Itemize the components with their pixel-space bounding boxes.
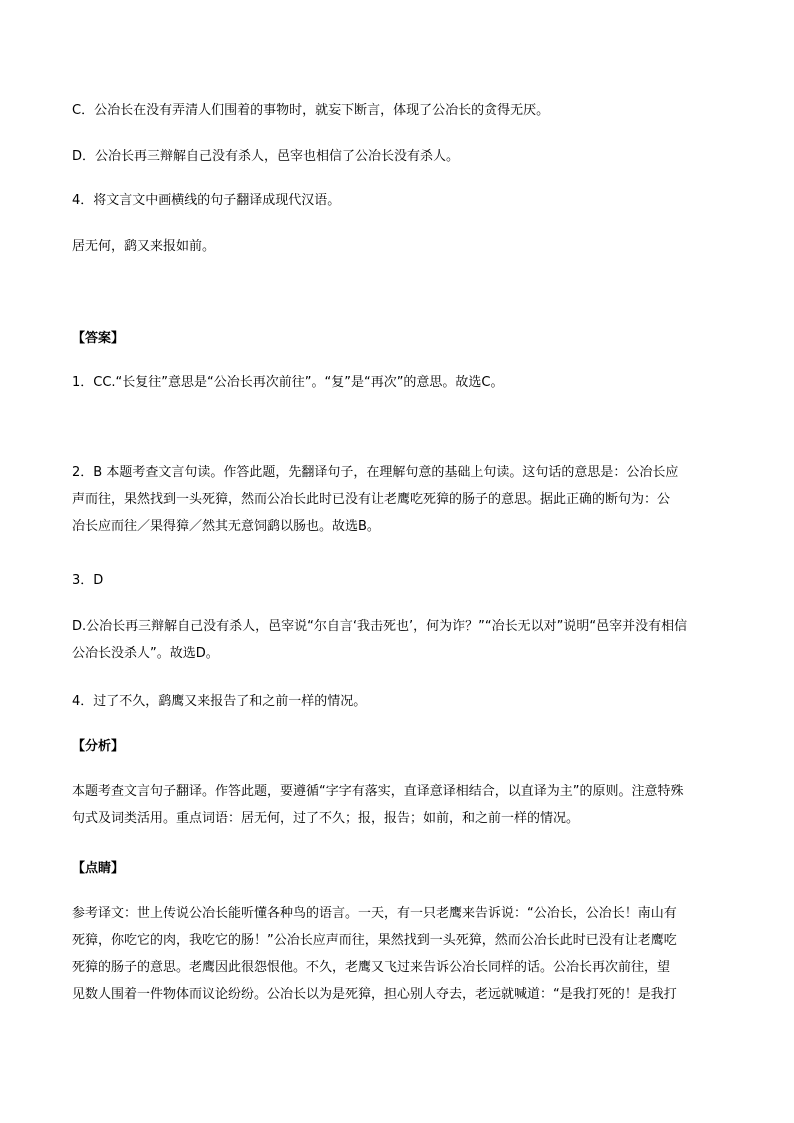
answer-3-line: D.公冶长再三辩解自己没有杀人，邑宰说“尔自言‘我击死也’，何为诈？”“冶长无以对”说明“邑宰并没有相信 [72,619,688,634]
answer-3-explanation [72,613,722,667]
answer-heading: 【答案】 [72,331,125,346]
answer-2-line: 冶长应而往／果得獐／然其无意饲鹞以肠也。故选B。 [72,519,380,534]
analysis-line: 句式及词类活用。重点词语：居无何，过了不久；报，报告；如前，和之前一样的情况。 [72,811,580,826]
comment-heading: 【点睛】 [72,861,125,876]
question-4-sentence: 居无何，鹞又来报如前。 [72,239,216,254]
answer-2 [72,459,722,540]
comment-line: 死獐，你吃它的肉，我吃它的肠！”公冶长应声而往，果然找到一头死獐，然而公冶长此时已没有让老鹰吃 [72,933,677,948]
comment-text [72,900,722,1008]
option-d: D．公冶长再三辩解自己没有杀人，邑宰也相信了公冶长没有杀人。 [72,149,460,164]
answer-1: 1．CC.“长复往”意思是“公冶长再次前往”。“复”是“再次”的意思。故选C。 [72,375,504,390]
answer-4: 4．过了不久，鹞鹰又来报告了和之前一样的情况。 [72,694,367,709]
comment-line: 死獐的肠子的意思。老鹰因此很怨恨他。不久，老鹰又飞过来告诉公冶长同样的话。公冶长再次前往，望 [72,960,671,975]
comment-line: 参考译文：世上传说公冶长能听懂各种鸟的语言。一天，有一只老鹰来告诉说：“公冶长，公冶长！南山有 [72,906,677,921]
analysis-heading: 【分析】 [72,739,125,754]
answer-2-line: 声而往，果然找到一头死獐，然而公冶长此时已没有让老鹰吃死獐的肠子的意思。据此正确的断句为：公 [72,492,671,507]
analysis-line: 本题考查文言句子翻译。作答此题，要遵循“字字有落实，直译意译相结合，以直译为主”的原则。注意特殊 [72,784,684,799]
answer-3: 3．D [72,573,104,588]
answer-3-line: 公冶长没杀人”。故选D。 [72,646,219,661]
comment-line: 见数人围着一件物体而议论纷纷。公冶长以为是死獐，担心别人夺去，老远就喊道：“是我打死的！是我打 [72,987,677,1002]
option-c: C．公冶长在没有弄清人们围着的事物时，就妄下断言，体现了公冶长的贪得无厌。 [72,103,550,118]
answer-2-line: 2．B 本题考查文言句读。作答此题，先翻译句子，在理解句意的基础上句读。这句话的意思是：公冶长应 [72,465,679,480]
analysis-text [72,778,722,832]
question-4: 4．将文言文中画横线的句子翻译成现代汉语。 [72,193,341,208]
